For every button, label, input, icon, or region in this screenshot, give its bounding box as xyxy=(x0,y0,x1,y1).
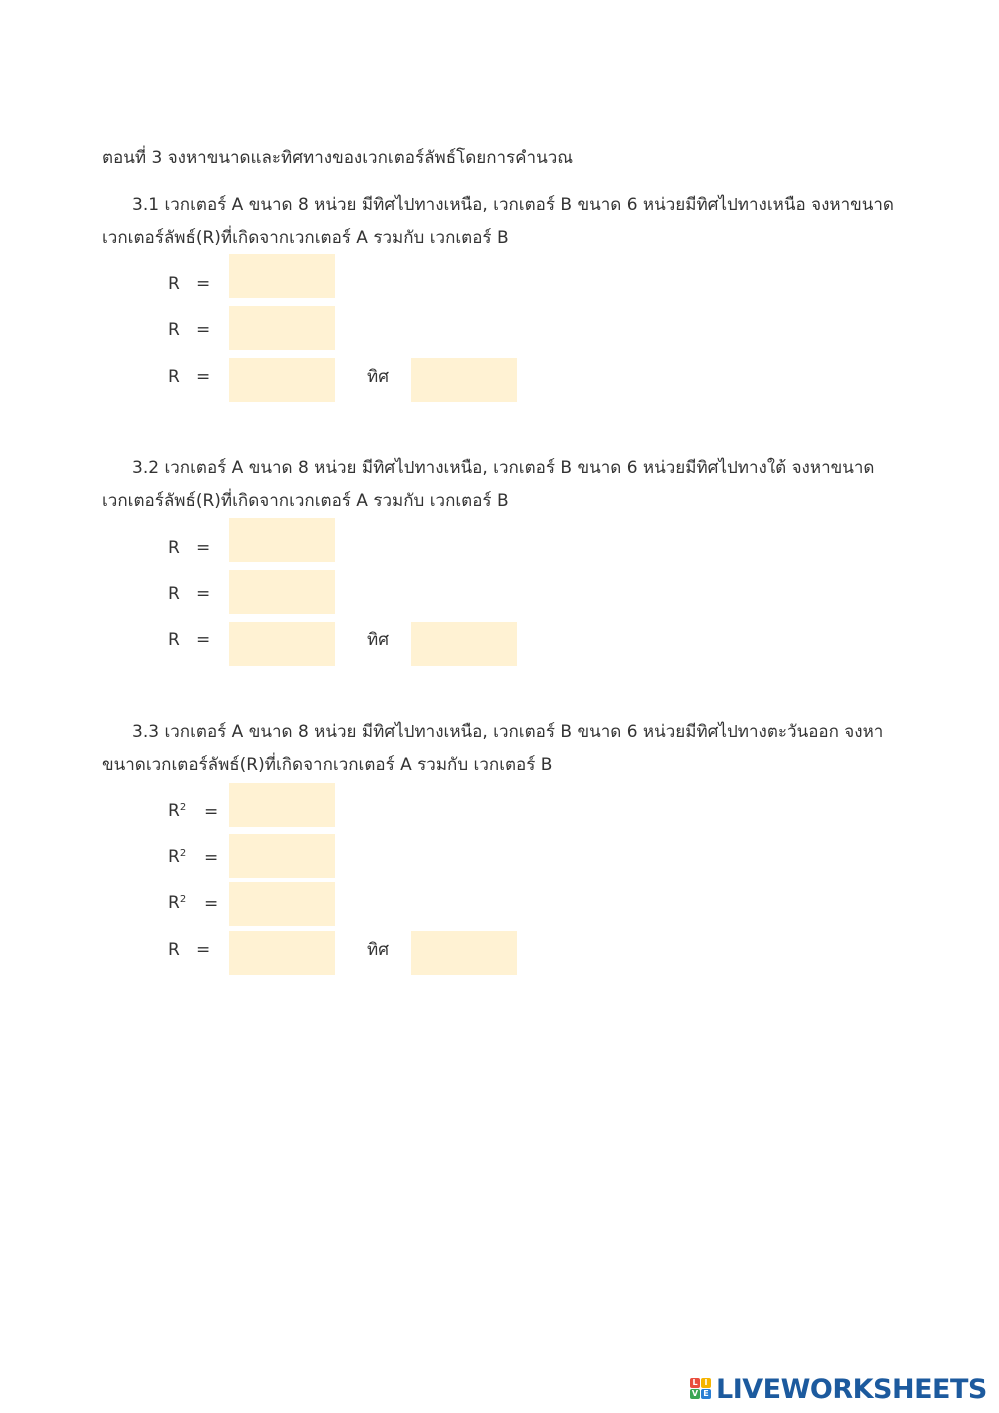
question-3-1-line-2: เวกเตอร์ลัพธ์(R)ที่เกิดจากเวกเตอร์ A รวมกับ เวกเตอร์ B xyxy=(102,228,509,248)
answer-input-3-1-a[interactable] xyxy=(229,254,335,298)
answer-input-3-2-direction[interactable] xyxy=(411,622,517,666)
r-label: R xyxy=(168,320,180,340)
r-squared-label: $R^2$ xyxy=(168,847,187,867)
question-3-2-line-1: 3.2 เวกเตอร์ A ขนาด 8 หน่วย มีทิศไปทางเหนือ, เวกเตอร์ B ขนาด 6 หน่วยมีทิศไปทางใต้ จงหาขนาด xyxy=(132,458,875,478)
answer-input-3-1-magnitude[interactable] xyxy=(229,358,335,402)
r-label: R xyxy=(168,630,180,650)
question-3-2-line-2: เวกเตอร์ลัพธ์(R)ที่เกิดจากเวกเตอร์ A รวมกับ เวกเตอร์ B xyxy=(102,491,509,511)
equals-sign: = xyxy=(204,894,219,914)
direction-label: ทิศ xyxy=(367,630,389,650)
logo-mark-tile: V xyxy=(691,1389,699,1398)
equals-sign: = xyxy=(196,538,211,558)
r-label: R xyxy=(168,538,180,558)
answer-input-3-3-magnitude[interactable] xyxy=(229,931,335,975)
answer-input-3-1-b[interactable] xyxy=(229,306,335,350)
equals-sign: = xyxy=(196,940,211,960)
answer-input-3-2-magnitude[interactable] xyxy=(229,622,335,666)
equals-sign: = xyxy=(196,320,211,340)
logo-mark-tile: L xyxy=(690,1378,700,1388)
question-3-3-line-1: 3.3 เวกเตอร์ A ขนาด 8 หน่วย มีทิศไปทางเหนือ, เวกเตอร์ B ขนาด 6 หน่วยมีทิศไปทางตะวันออก จงหา xyxy=(132,722,884,742)
equals-sign: = xyxy=(204,802,219,822)
r-squared-label: $R^2$ xyxy=(168,801,187,821)
equals-sign: = xyxy=(196,367,211,387)
r-label: R xyxy=(168,584,180,604)
question-3-3-line-2: ขนาดเวกเตอร์ลัพธ์(R)ที่เกิดจากเวกเตอร์ A รวมกับ เวกเตอร์ B xyxy=(102,755,553,775)
answer-input-3-1-direction[interactable] xyxy=(411,358,517,402)
answer-input-3-3-a[interactable] xyxy=(229,783,335,827)
section-heading: ตอนที่ 3 จงหาขนาดและทิศทางของเวกเตอร์ลัพธ์โดยการคำนวณ xyxy=(102,148,574,168)
answer-input-3-3-c[interactable] xyxy=(229,882,335,926)
liveworksheets-logo-icon xyxy=(690,1378,712,1400)
answer-input-3-3-direction[interactable] xyxy=(411,931,517,975)
equals-sign: = xyxy=(196,630,211,650)
r-label: R xyxy=(168,274,180,294)
answer-input-3-2-b[interactable] xyxy=(229,570,335,614)
logo-text: LIVEWORKSHEETS xyxy=(716,1373,987,1405)
liveworksheets-logo xyxy=(690,1372,987,1406)
answer-input-3-3-b[interactable] xyxy=(229,834,335,878)
equals-sign: = xyxy=(196,584,211,604)
equals-sign: = xyxy=(204,848,219,868)
direction-label: ทิศ xyxy=(367,940,389,960)
logo-mark-tile: I xyxy=(701,1378,711,1388)
answer-input-3-2-a[interactable] xyxy=(229,518,335,562)
r-squared-label: $R^2$ xyxy=(168,893,187,913)
direction-label: ทิศ xyxy=(367,367,389,387)
question-3-1-line-1: 3.1 เวกเตอร์ A ขนาด 8 หน่วย มีทิศไปทางเหนือ, เวกเตอร์ B ขนาด 6 หน่วยมีทิศไปทางเหนือ จงหาขนาด xyxy=(132,195,894,215)
r-label: R xyxy=(168,940,180,960)
r-label: R xyxy=(168,367,180,387)
logo-mark-tile: E xyxy=(701,1389,711,1399)
equals-sign: = xyxy=(196,274,211,294)
